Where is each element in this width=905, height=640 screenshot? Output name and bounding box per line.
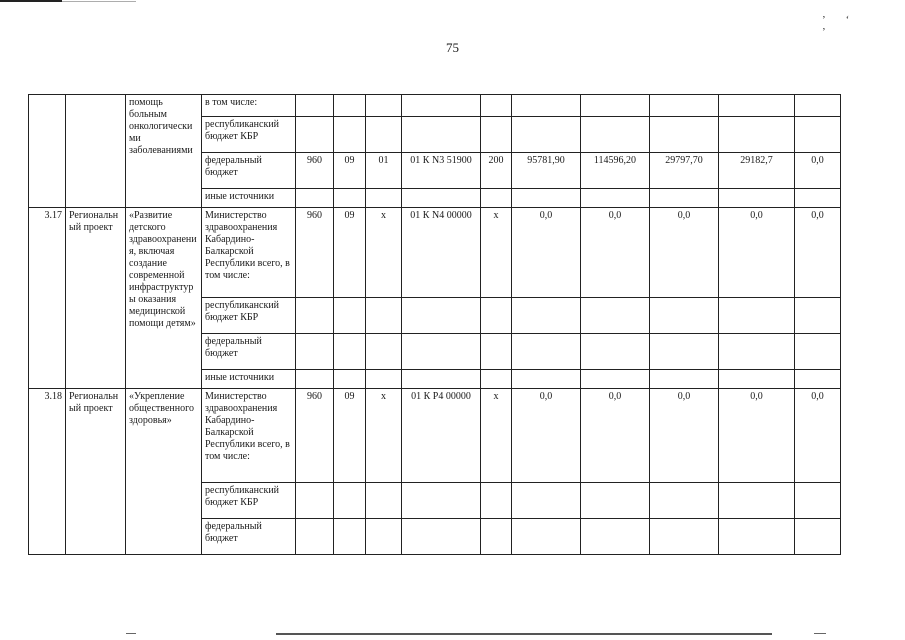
- pr-code-cell: [366, 117, 402, 153]
- funding-source-cell: иные источники: [202, 370, 296, 389]
- pr-code-cell: [366, 334, 402, 370]
- row-number-cell: 3.17: [29, 208, 66, 389]
- amount-cell: [719, 189, 795, 208]
- csr-code-cell: [402, 483, 481, 519]
- amount-cell: [650, 483, 719, 519]
- amount-cell: [650, 519, 719, 555]
- vr-code-cell: [481, 483, 512, 519]
- row-number-cell: [29, 95, 66, 208]
- rz-code-cell: [334, 370, 366, 389]
- rz-code-cell: [334, 483, 366, 519]
- amount-cell: [650, 298, 719, 334]
- amount-cell: 0,0: [795, 389, 841, 483]
- page-number: 75: [446, 40, 459, 55]
- amount-cell: [512, 519, 581, 555]
- pr-code-cell: [366, 189, 402, 208]
- funding-source-cell: в том числе:: [202, 95, 296, 117]
- amount-cell: [795, 334, 841, 370]
- grbs-code-cell: [296, 334, 334, 370]
- scan-artifact-line: [62, 1, 136, 2]
- budget-table: [28, 94, 841, 555]
- amount-cell: [719, 334, 795, 370]
- scan-corner-marks: ’‘ ’: [822, 14, 870, 38]
- amount-cell: 114596,20: [581, 153, 650, 189]
- amount-cell: [719, 117, 795, 153]
- amount-cell: 95781,90: [512, 153, 581, 189]
- csr-code-cell: 01 К Р4 00000: [402, 389, 481, 483]
- amount-cell: [795, 519, 841, 555]
- vr-code-cell: [481, 519, 512, 555]
- grbs-code-cell: [296, 298, 334, 334]
- rz-code-cell: 09: [334, 153, 366, 189]
- grbs-code-cell: [296, 370, 334, 389]
- amount-cell: 0,0: [512, 208, 581, 298]
- row-number-cell: 3.18: [29, 389, 66, 555]
- amount-cell: 0,0: [581, 389, 650, 483]
- amount-cell: [650, 117, 719, 153]
- amount-cell: [795, 483, 841, 519]
- rz-code-cell: 09: [334, 208, 366, 298]
- pr-code-cell: [366, 298, 402, 334]
- amount-cell: 0,0: [512, 389, 581, 483]
- funding-source-cell: республиканский бюджет КБР: [202, 483, 296, 519]
- pr-code-cell: х: [366, 208, 402, 298]
- csr-code-cell: [402, 519, 481, 555]
- amount-cell: 0,0: [795, 208, 841, 298]
- amount-cell: [795, 117, 841, 153]
- table-row: [29, 95, 841, 117]
- amount-cell: [650, 95, 719, 117]
- grbs-code-cell: 960: [296, 153, 334, 189]
- vr-code-cell: [481, 189, 512, 208]
- grbs-code-cell: 960: [296, 389, 334, 483]
- amount-cell: [581, 483, 650, 519]
- rz-code-cell: [334, 519, 366, 555]
- amount-cell: 0,0: [581, 208, 650, 298]
- pr-code-cell: [366, 95, 402, 117]
- amount-cell: 29182,7: [719, 153, 795, 189]
- rz-code-cell: [334, 189, 366, 208]
- csr-code-cell: 01 К N3 51900: [402, 153, 481, 189]
- funding-source-cell: республиканский бюджет КБР: [202, 117, 296, 153]
- vr-code-cell: х: [481, 389, 512, 483]
- grbs-code-cell: [296, 483, 334, 519]
- amount-cell: [581, 189, 650, 208]
- vr-code-cell: [481, 370, 512, 389]
- csr-code-cell: [402, 117, 481, 153]
- amount-cell: 0,0: [719, 208, 795, 298]
- grbs-code-cell: [296, 117, 334, 153]
- amount-cell: [795, 95, 841, 117]
- csr-code-cell: [402, 334, 481, 370]
- amount-cell: [795, 189, 841, 208]
- project-name-cell: «Развитие детского здравоохранения, включая создание современной инфраструктуры оказания медицинской помощи детям»: [126, 208, 202, 389]
- funding-source-cell: Министерство здравоохранения Кабардино-Балкарской Республики всего, в том числе:: [202, 208, 296, 298]
- csr-code-cell: 01 К N4 00000: [402, 208, 481, 298]
- scan-artifact-line: [276, 633, 772, 635]
- amount-cell: [512, 117, 581, 153]
- pr-code-cell: х: [366, 389, 402, 483]
- pr-code-cell: [366, 483, 402, 519]
- amount-cell: [719, 519, 795, 555]
- funding-source-cell: республиканский бюджет КБР: [202, 298, 296, 334]
- rz-code-cell: [334, 298, 366, 334]
- amount-cell: [581, 95, 650, 117]
- csr-code-cell: [402, 370, 481, 389]
- csr-code-cell: [402, 95, 481, 117]
- table-row: [29, 208, 841, 298]
- pr-code-cell: 01: [366, 153, 402, 189]
- amount-cell: [512, 483, 581, 519]
- funding-source-cell: федеральный бюджет: [202, 153, 296, 189]
- funding-source-cell: иные источники: [202, 189, 296, 208]
- vr-code-cell: [481, 117, 512, 153]
- scan-artifact-line: [126, 633, 136, 634]
- pr-code-cell: [366, 519, 402, 555]
- funding-source-cell: федеральный бюджет: [202, 334, 296, 370]
- amount-cell: [719, 95, 795, 117]
- grbs-code-cell: [296, 189, 334, 208]
- scan-artifact-line: [0, 0, 62, 2]
- rz-code-cell: 09: [334, 389, 366, 483]
- amount-cell: [795, 298, 841, 334]
- amount-cell: [512, 95, 581, 117]
- amount-cell: [581, 370, 650, 389]
- rz-code-cell: [334, 117, 366, 153]
- rz-code-cell: [334, 334, 366, 370]
- vr-code-cell: [481, 298, 512, 334]
- amount-cell: [581, 117, 650, 153]
- csr-code-cell: [402, 189, 481, 208]
- amount-cell: [512, 189, 581, 208]
- scan-artifact-line: [814, 633, 826, 634]
- table-row: [29, 389, 841, 483]
- project-type-cell: Региональный проект: [66, 208, 126, 389]
- pr-code-cell: [366, 370, 402, 389]
- funding-source-cell: федеральный бюджет: [202, 519, 296, 555]
- amount-cell: [795, 370, 841, 389]
- amount-cell: [719, 298, 795, 334]
- grbs-code-cell: [296, 95, 334, 117]
- grbs-code-cell: 960: [296, 208, 334, 298]
- amount-cell: [650, 334, 719, 370]
- project-type-cell: [66, 95, 126, 208]
- vr-code-cell: [481, 334, 512, 370]
- amount-cell: [650, 370, 719, 389]
- csr-code-cell: [402, 298, 481, 334]
- amount-cell: [719, 370, 795, 389]
- amount-cell: [581, 298, 650, 334]
- amount-cell: [719, 483, 795, 519]
- amount-cell: 0,0: [719, 389, 795, 483]
- amount-cell: [650, 189, 719, 208]
- amount-cell: [581, 519, 650, 555]
- vr-code-cell: х: [481, 208, 512, 298]
- amount-cell: 0,0: [650, 208, 719, 298]
- amount-cell: [581, 334, 650, 370]
- funding-source-cell: Министерство здравоохранения Кабардино-Балкарской Республики всего, в том числе:: [202, 389, 296, 483]
- amount-cell: [512, 298, 581, 334]
- project-name-cell: помощь больным онкологическими заболеваниями: [126, 95, 202, 208]
- amount-cell: 0,0: [650, 389, 719, 483]
- grbs-code-cell: [296, 519, 334, 555]
- amount-cell: 29797,70: [650, 153, 719, 189]
- amount-cell: [512, 334, 581, 370]
- rz-code-cell: [334, 95, 366, 117]
- project-type-cell: Региональный проект: [66, 389, 126, 555]
- vr-code-cell: 200: [481, 153, 512, 189]
- amount-cell: 0,0: [795, 153, 841, 189]
- vr-code-cell: [481, 95, 512, 117]
- amount-cell: [512, 370, 581, 389]
- project-name-cell: «Укрепление общественного здоровья»: [126, 389, 202, 555]
